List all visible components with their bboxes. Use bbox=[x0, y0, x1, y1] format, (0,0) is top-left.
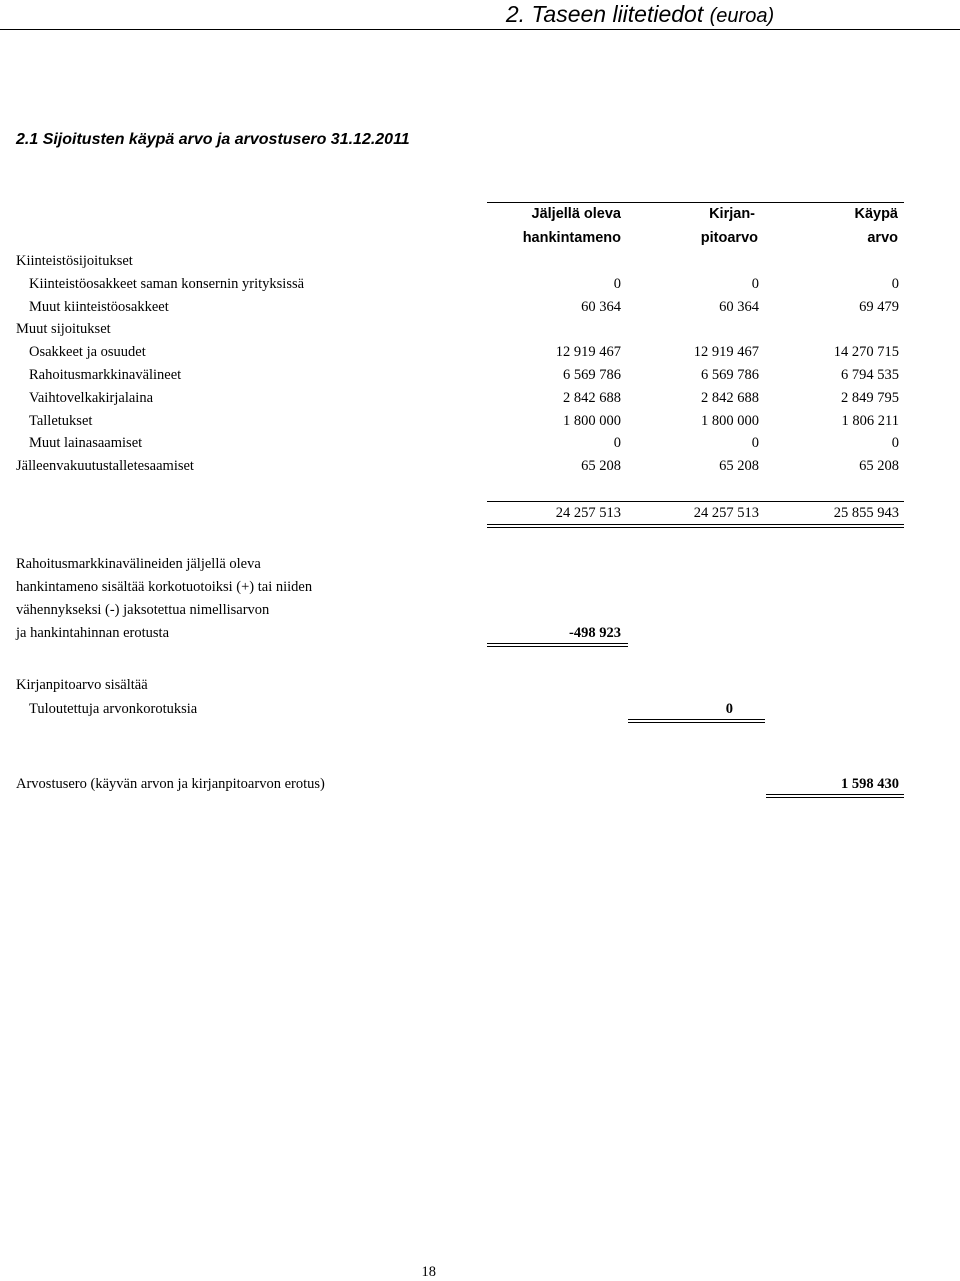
note1-line-1: Rahoitusmarkkinavälineiden jäljellä oleva bbox=[16, 556, 261, 572]
note3-label: Arvostusero (käyvän arvon ja kirjanpitoarvon erotus) bbox=[16, 776, 325, 792]
totals-double-rule-2 bbox=[487, 527, 904, 528]
note1-double-rule-1 bbox=[487, 643, 628, 644]
row-value-fair: 65 208 bbox=[859, 458, 899, 474]
column-header-3-line1: Käypä bbox=[854, 206, 898, 222]
row-value-cost: 65 208 bbox=[581, 458, 621, 474]
total-fair: 25 855 943 bbox=[833, 505, 899, 521]
section-title: 2.1 Sijoitusten käypä arvo ja arvostusero 31.12.2011 bbox=[16, 131, 410, 148]
note3-double-rule-2 bbox=[766, 797, 904, 798]
row-value-book: 12 919 467 bbox=[693, 344, 759, 360]
row-value-book: 2 842 688 bbox=[701, 390, 759, 406]
row-value-fair: 0 bbox=[891, 276, 899, 292]
row-label: Kiinteistöosakkeet saman konsernin yrityksissä bbox=[29, 276, 305, 292]
header-divider bbox=[0, 29, 960, 30]
column-header-1-line1: Jäljellä oleva bbox=[531, 206, 621, 222]
column-header-2-line2: pitoarvo bbox=[700, 230, 758, 246]
row-value-cost: 0 bbox=[613, 276, 621, 292]
header-title-text: 2. Taseen liitetiedot bbox=[505, 1, 704, 27]
row-value-book: 60 364 bbox=[719, 299, 759, 315]
note1-value: -498 923 bbox=[569, 625, 621, 641]
row-label: Talletukset bbox=[29, 413, 93, 429]
totals-top-rule bbox=[487, 501, 904, 502]
row-value-fair: 6 794 535 bbox=[841, 367, 899, 383]
row-label: Osakkeet ja osuudet bbox=[29, 344, 146, 360]
note1-double-rule-2 bbox=[487, 646, 628, 647]
page-header-title bbox=[320, 0, 960, 30]
row-value-fair: 0 bbox=[891, 435, 899, 451]
row-value-book: 0 bbox=[751, 276, 759, 292]
row-value-cost: 12 919 467 bbox=[555, 344, 621, 360]
row-value-cost: 1 800 000 bbox=[563, 413, 621, 429]
group-label-real-estate: Kiinteistösijoitukset bbox=[16, 253, 133, 269]
note1-line-3: vähennykseksi (-) jaksotettua nimellisarvon bbox=[16, 602, 270, 618]
row-value-book: 65 208 bbox=[719, 458, 759, 474]
row-value-cost: 6 569 786 bbox=[563, 367, 621, 383]
row-value-cost: 0 bbox=[613, 435, 621, 451]
column-header-1-line2: hankintameno bbox=[522, 230, 621, 246]
row-value-book: 0 bbox=[751, 435, 759, 451]
note2-double-rule-1 bbox=[628, 719, 765, 720]
header-title-suffix: (euroa) bbox=[709, 5, 775, 27]
note1-line-2: hankintameno sisältää korkotuotoiksi (+) tai niiden bbox=[16, 579, 313, 595]
row-value-fair: 69 479 bbox=[859, 299, 899, 315]
note3-value: 1 598 430 bbox=[841, 776, 899, 792]
row-value-book: 1 800 000 bbox=[701, 413, 759, 429]
totals-double-rule-1 bbox=[487, 524, 904, 525]
column-header-3-line2: arvo bbox=[867, 230, 898, 246]
row-label: Jälleenvakuutustalletesaamiset bbox=[16, 458, 194, 474]
column-header-rule bbox=[487, 202, 904, 203]
note3-double-rule-1 bbox=[766, 794, 904, 795]
note2-heading: Kirjanpitoarvo sisältää bbox=[16, 677, 148, 693]
row-label: Vaihtovelkakirjalaina bbox=[29, 390, 154, 406]
note1-line-4: ja hankintahinnan erotusta bbox=[16, 625, 170, 641]
note2-label: Tuloutettuja arvonkorotuksia bbox=[29, 701, 198, 717]
column-header-2-line1: Kirjan- bbox=[709, 206, 755, 222]
row-value-book: 6 569 786 bbox=[701, 367, 759, 383]
row-value-cost: 60 364 bbox=[581, 299, 621, 315]
row-value-fair: 14 270 715 bbox=[833, 344, 899, 360]
page-number: 18 bbox=[421, 1264, 436, 1280]
row-label: Rahoitusmarkkinavälineet bbox=[29, 367, 182, 383]
note2-value: 0 bbox=[725, 701, 733, 717]
group-label-other-investments: Muut sijoitukset bbox=[16, 321, 111, 337]
total-book: 24 257 513 bbox=[693, 505, 759, 521]
row-value-fair: 2 849 795 bbox=[841, 390, 899, 406]
row-value-cost: 2 842 688 bbox=[563, 390, 621, 406]
row-value-fair: 1 806 211 bbox=[841, 413, 899, 429]
note2-double-rule-2 bbox=[628, 722, 765, 723]
row-label: Muut lainasaamiset bbox=[29, 435, 143, 451]
row-label: Muut kiinteistöosakkeet bbox=[29, 299, 169, 315]
total-cost: 24 257 513 bbox=[555, 505, 621, 521]
